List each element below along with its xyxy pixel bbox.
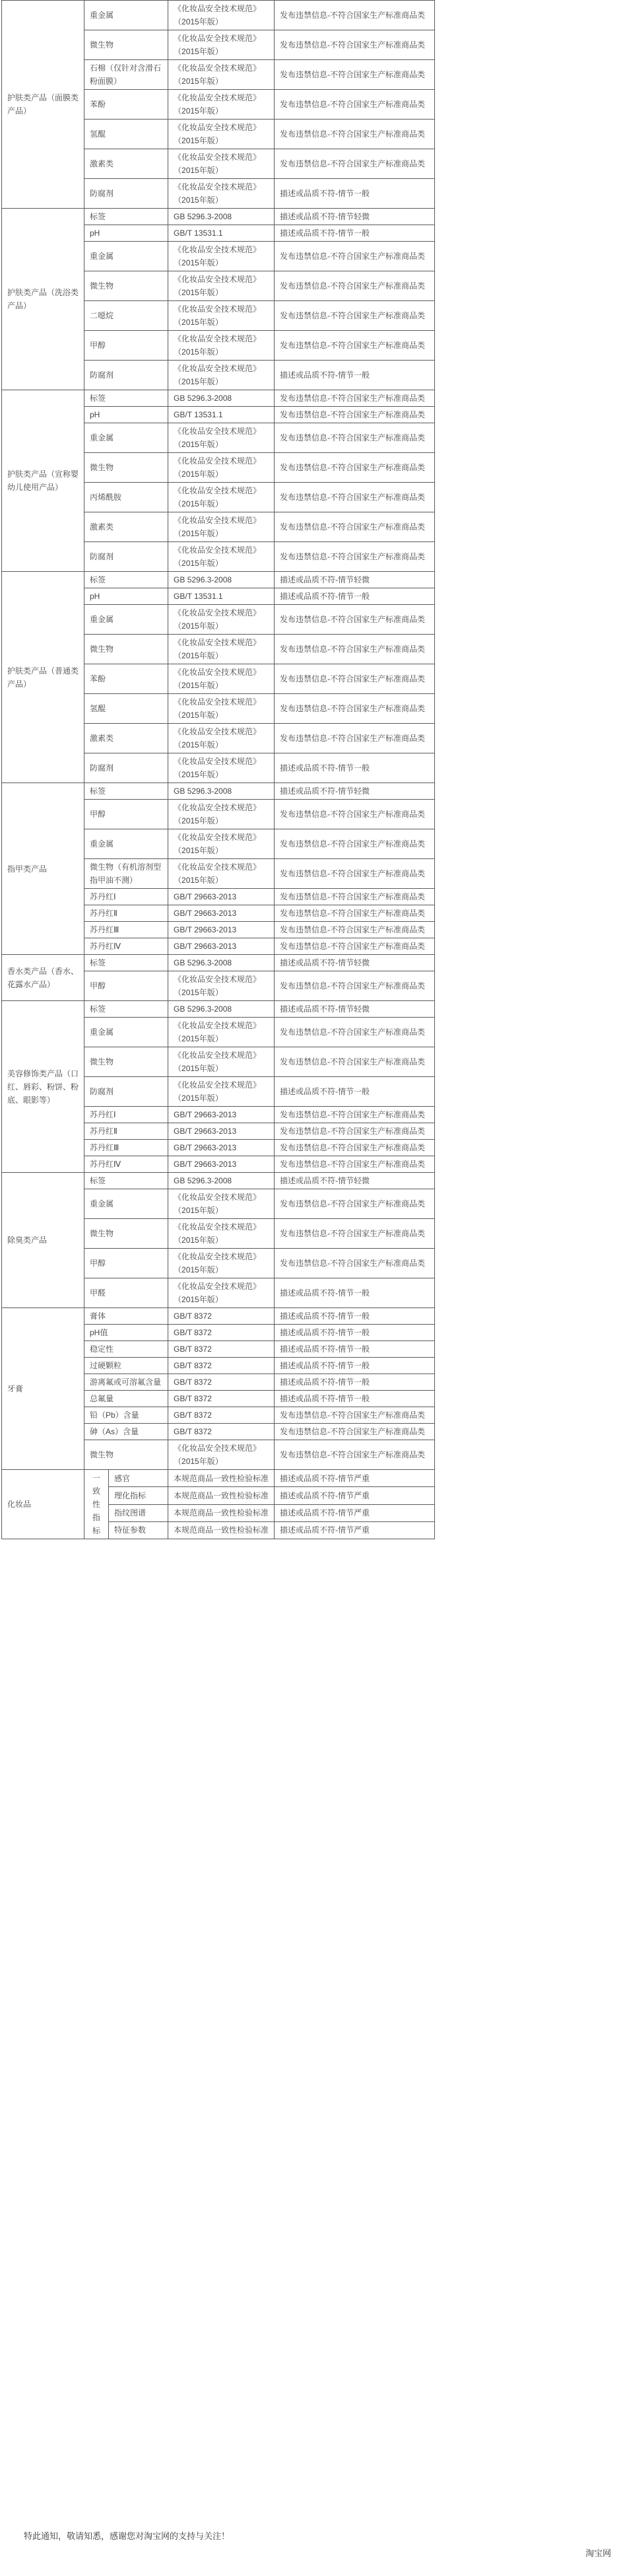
standard-cell: 本规范商品一致性检验标准 — [168, 1521, 275, 1539]
item-cell: 二噁烷 — [84, 301, 168, 331]
result-cell: 发布违禁信息-不符合国家生产标准商品类 — [275, 694, 435, 724]
result-cell: 发布违禁信息-不符合国家生产标准商品类 — [275, 331, 435, 361]
result-cell: 发布违禁信息-不符合国家生产标准商品类 — [275, 971, 435, 1001]
category-cell: 护肤类产品（面膜类产品） — [2, 1, 84, 209]
result-cell: 发布违禁信息-不符合国家生产标准商品类 — [275, 1107, 435, 1123]
item-cell: 重金属 — [84, 1189, 168, 1219]
result-cell: 发布违禁信息-不符合国家生产标准商品类 — [275, 1407, 435, 1424]
result-cell: 描述或品质不符-情节一般 — [275, 588, 435, 605]
standard-cell: 《化妆品安全技术规范》（2015年版） — [168, 301, 275, 331]
table-row — [2, 783, 435, 800]
standard-cell: 《化妆品安全技术规范》（2015年版） — [168, 1440, 275, 1470]
item-cell: 标签 — [84, 572, 168, 588]
category-cell: 护肤类产品（洗浴类产品） — [2, 209, 84, 390]
standard-cell: GB/T 8372 — [168, 1407, 275, 1424]
result-cell: 描述或品质不符-情节一般 — [275, 1341, 435, 1358]
result-cell: 描述或品质不符-情节一般 — [275, 179, 435, 209]
standard-cell: 《化妆品安全技术规范》（2015年版） — [168, 242, 275, 271]
category-cell: 化妆品 — [2, 1470, 84, 1539]
category-cell: 除臭类产品 — [2, 1173, 84, 1308]
standard-cell: GB 5296.3-2008 — [168, 1173, 275, 1189]
item-cell: 游离氟或可溶氟含量 — [84, 1374, 168, 1391]
item-cell: 防腐剂 — [84, 753, 168, 783]
standard-cell: 《化妆品安全技术规范》（2015年版） — [168, 605, 275, 635]
item-cell: 防腐剂 — [84, 361, 168, 390]
standard-cell: GB/T 8372 — [168, 1424, 275, 1440]
standard-cell: GB/T 29663-2013 — [168, 1156, 275, 1173]
item-cell: 微生物 — [84, 453, 168, 483]
standard-cell: 《化妆品安全技术规范》（2015年版） — [168, 694, 275, 724]
standard-cell: GB/T 29663-2013 — [168, 1123, 275, 1140]
result-cell: 描述或品质不符-情节一般 — [275, 1391, 435, 1407]
item-cell: 标签 — [84, 1173, 168, 1189]
table-row — [2, 955, 435, 971]
category-cell: 护肤类产品（宣称婴幼儿使用产品） — [2, 390, 84, 572]
footer-notice: 特此通知，敬请知悉，感谢您对淘宝网的支持与关注！ — [24, 2531, 230, 2541]
table-row — [2, 390, 435, 407]
item-cell: 激素类 — [84, 724, 168, 753]
item-cell: 重金属 — [84, 1018, 168, 1047]
result-cell: 发布违禁信息-不符合国家生产标准商品类 — [275, 423, 435, 453]
item-cell: 苏丹红Ⅲ — [84, 1140, 168, 1156]
standard-cell: 《化妆品安全技术规范》（2015年版） — [168, 483, 275, 512]
standard-cell: 《化妆品安全技术规范》（2015年版） — [168, 724, 275, 753]
standard-cell: GB/T 29663-2013 — [168, 905, 275, 922]
item-cell: 苏丹红Ⅰ — [84, 889, 168, 905]
standard-cell: GB 5296.3-2008 — [168, 783, 275, 800]
result-cell: 发布违禁信息-不符合国家生产标准商品类 — [275, 90, 435, 120]
item-cell: 苏丹红Ⅱ — [84, 1123, 168, 1140]
standard-cell: 《化妆品安全技术规范》（2015年版） — [168, 423, 275, 453]
standard-cell: GB/T 13531.1 — [168, 225, 275, 242]
item-cell: 甲醛 — [84, 1278, 168, 1308]
result-cell: 发布违禁信息-不符合国家生产标准商品类 — [275, 512, 435, 542]
item-cell: 甲醇 — [84, 971, 168, 1001]
result-cell: 描述或品质不符-情节轻微 — [275, 1173, 435, 1189]
item-cell: 标签 — [84, 955, 168, 971]
item-cell: 膏体 — [84, 1308, 168, 1325]
table-row — [2, 572, 435, 588]
result-cell: 发布违禁信息-不符合国家生产标准商品类 — [275, 1140, 435, 1156]
item-cell: 防腐剂 — [84, 542, 168, 572]
standard-cell: 《化妆品安全技术规范》（2015年版） — [168, 1278, 275, 1308]
table-row — [2, 1470, 435, 1487]
item-cell: 甲醇 — [84, 800, 168, 829]
subitem-cell: 特征参数 — [109, 1521, 168, 1539]
standard-cell: 《化妆品安全技术规范》（2015年版） — [168, 512, 275, 542]
standard-cell: 《化妆品安全技术规范》（2015年版） — [168, 664, 275, 694]
result-cell: 发布违禁信息-不符合国家生产标准商品类 — [275, 242, 435, 271]
item-cell: 一致性指标 — [84, 1470, 109, 1539]
standard-cell: 本规范商品一致性检验标准 — [168, 1470, 275, 1487]
item-cell: 铅（Pb）含量 — [84, 1407, 168, 1424]
table-row — [2, 1, 435, 30]
result-cell: 发布违禁信息-不符合国家生产标准商品类 — [275, 60, 435, 90]
standard-cell: GB 5296.3-2008 — [168, 1001, 275, 1018]
standard-cell: GB/T 8372 — [168, 1358, 275, 1374]
standard-cell: 《化妆品安全技术规范》（2015年版） — [168, 149, 275, 179]
result-cell: 描述或品质不符-情节一般 — [275, 1308, 435, 1325]
result-cell: 发布违禁信息-不符合国家生产标准商品类 — [275, 635, 435, 664]
standard-cell: GB 5296.3-2008 — [168, 209, 275, 225]
result-cell: 发布违禁信息-不符合国家生产标准商品类 — [275, 1123, 435, 1140]
result-cell: 描述或品质不符-情节一般 — [275, 753, 435, 783]
standard-cell: 《化妆品安全技术规范》（2015年版） — [168, 120, 275, 149]
result-cell: 描述或品质不符-情节一般 — [275, 225, 435, 242]
item-cell: 微生物（有机溶剂型指甲油不测） — [84, 859, 168, 889]
item-cell: 氢醌 — [84, 694, 168, 724]
result-cell: 发布违禁信息-不符合国家生产标准商品类 — [275, 664, 435, 694]
result-cell: 发布违禁信息-不符合国家生产标准商品类 — [275, 922, 435, 938]
standard-cell: 《化妆品安全技术规范》（2015年版） — [168, 1077, 275, 1107]
standard-cell: GB/T 8372 — [168, 1341, 275, 1358]
item-cell: 重金属 — [84, 829, 168, 859]
table-row — [2, 1001, 435, 1018]
standard-cell: 《化妆品安全技术规范》（2015年版） — [168, 179, 275, 209]
result-cell: 发布违禁信息-不符合国家生产标准商品类 — [275, 120, 435, 149]
result-cell: 发布违禁信息-不符合国家生产标准商品类 — [275, 1018, 435, 1047]
item-cell: 激素类 — [84, 149, 168, 179]
standard-cell: 《化妆品安全技术规范》（2015年版） — [168, 331, 275, 361]
standard-cell: GB/T 13531.1 — [168, 407, 275, 423]
item-cell: 微生物 — [84, 271, 168, 301]
item-cell: 苏丹红Ⅲ — [84, 922, 168, 938]
standard-cell: GB/T 8372 — [168, 1308, 275, 1325]
category-cell: 香水类产品（香水、花露水产品） — [2, 955, 84, 1001]
item-cell: 微生物 — [84, 635, 168, 664]
table-row — [2, 1173, 435, 1189]
standard-cell: 《化妆品安全技术规范》（2015年版） — [168, 1219, 275, 1249]
result-cell: 描述或品质不符-情节轻微 — [275, 955, 435, 971]
standard-cell: 本规范商品一致性检验标准 — [168, 1504, 275, 1521]
standard-cell: GB/T 13531.1 — [168, 588, 275, 605]
standard-cell: GB 5296.3-2008 — [168, 572, 275, 588]
result-cell: 发布违禁信息-不符合国家生产标准商品类 — [275, 1047, 435, 1077]
category-cell: 美容修饰类产品（口红、唇彩、粉饼、粉底、眼影等） — [2, 1001, 84, 1173]
standard-cell: GB/T 8372 — [168, 1325, 275, 1341]
standard-cell: 《化妆品安全技术规范》（2015年版） — [168, 271, 275, 301]
item-cell: 微生物 — [84, 1219, 168, 1249]
inspection-standards-table — [1, 0, 435, 1539]
result-cell: 描述或品质不符-情节严重 — [275, 1470, 435, 1487]
item-cell: 过硬颗粒 — [84, 1358, 168, 1374]
result-cell: 发布违禁信息-不符合国家生产标准商品类 — [275, 407, 435, 423]
result-cell: 发布违禁信息-不符合国家生产标准商品类 — [275, 149, 435, 179]
standard-cell: GB/T 29663-2013 — [168, 889, 275, 905]
item-cell: 重金属 — [84, 605, 168, 635]
item-cell: 苯酚 — [84, 90, 168, 120]
item-cell: 重金属 — [84, 1, 168, 30]
result-cell: 发布违禁信息-不符合国家生产标准商品类 — [275, 390, 435, 407]
item-cell: 苏丹红Ⅱ — [84, 905, 168, 922]
result-cell: 发布违禁信息-不符合国家生产标准商品类 — [275, 1424, 435, 1440]
standard-cell: 《化妆品安全技术规范》（2015年版） — [168, 542, 275, 572]
standard-cell: 《化妆品安全技术规范》（2015年版） — [168, 1018, 275, 1047]
result-cell: 发布违禁信息-不符合国家生产标准商品类 — [275, 938, 435, 955]
result-cell: 描述或品质不符-情节轻微 — [275, 572, 435, 588]
result-cell: 描述或品质不符-情节轻微 — [275, 209, 435, 225]
result-cell: 描述或品质不符-情节一般 — [275, 361, 435, 390]
subitem-cell: 指纹图谱 — [109, 1504, 168, 1521]
item-cell: 防腐剂 — [84, 179, 168, 209]
result-cell: 发布违禁信息-不符合国家生产标准商品类 — [275, 905, 435, 922]
item-cell: pH — [84, 407, 168, 423]
result-cell: 发布违禁信息-不符合国家生产标准商品类 — [275, 453, 435, 483]
standard-cell: 《化妆品安全技术规范》（2015年版） — [168, 635, 275, 664]
category-cell: 牙膏 — [2, 1308, 84, 1470]
item-cell: 稳定性 — [84, 1341, 168, 1358]
standard-cell: GB/T 29663-2013 — [168, 1140, 275, 1156]
item-cell: 激素类 — [84, 512, 168, 542]
standard-cell: 《化妆品安全技术规范》（2015年版） — [168, 800, 275, 829]
result-cell: 描述或品质不符-情节一般 — [275, 1278, 435, 1308]
standard-cell: 《化妆品安全技术规范》（2015年版） — [168, 1249, 275, 1278]
item-cell: 标签 — [84, 1001, 168, 1018]
item-cell: 苏丹红Ⅳ — [84, 1156, 168, 1173]
result-cell: 发布违禁信息-不符合国家生产标准商品类 — [275, 724, 435, 753]
standard-cell: GB/T 29663-2013 — [168, 1107, 275, 1123]
table-row — [2, 209, 435, 225]
standard-cell: 《化妆品安全技术规范》（2015年版） — [168, 1047, 275, 1077]
result-cell: 发布违禁信息-不符合国家生产标准商品类 — [275, 1219, 435, 1249]
result-cell: 发布违禁信息-不符合国家生产标准商品类 — [275, 605, 435, 635]
result-cell: 发布违禁信息-不符合国家生产标准商品类 — [275, 889, 435, 905]
result-cell: 发布违禁信息-不符合国家生产标准商品类 — [275, 800, 435, 829]
result-cell: 发布违禁信息-不符合国家生产标准商品类 — [275, 859, 435, 889]
standard-cell: 《化妆品安全技术规范》（2015年版） — [168, 829, 275, 859]
standard-cell: 《化妆品安全技术规范》（2015年版） — [168, 90, 275, 120]
result-cell: 描述或品质不符-情节一般 — [275, 1325, 435, 1341]
result-cell: 发布违禁信息-不符合国家生产标准商品类 — [275, 30, 435, 60]
item-cell: 苯酚 — [84, 664, 168, 694]
standard-cell: 《化妆品安全技术规范》（2015年版） — [168, 971, 275, 1001]
standard-cell: 《化妆品安全技术规范》（2015年版） — [168, 859, 275, 889]
standard-cell: 《化妆品安全技术规范》（2015年版） — [168, 1, 275, 30]
category-cell: 护肤类产品（普通类产品） — [2, 572, 84, 783]
item-cell: 总氟量 — [84, 1391, 168, 1407]
result-cell: 描述或品质不符-情节轻微 — [275, 783, 435, 800]
standard-cell: 《化妆品安全技术规范》（2015年版） — [168, 453, 275, 483]
result-cell: 发布违禁信息-不符合国家生产标准商品类 — [275, 1, 435, 30]
standard-cell: 《化妆品安全技术规范》（2015年版） — [168, 60, 275, 90]
subitem-cell: 理化指标 — [109, 1487, 168, 1504]
item-cell: pH — [84, 588, 168, 605]
result-cell: 描述或品质不符-情节严重 — [275, 1521, 435, 1539]
item-cell: 防腐剂 — [84, 1077, 168, 1107]
item-cell: 重金属 — [84, 423, 168, 453]
result-cell: 描述或品质不符-情节一般 — [275, 1374, 435, 1391]
result-cell: 发布违禁信息-不符合国家生产标准商品类 — [275, 1189, 435, 1219]
result-cell: 发布违禁信息-不符合国家生产标准商品类 — [275, 1156, 435, 1173]
item-cell: 砷（As）含量 — [84, 1424, 168, 1440]
item-cell: 氢醌 — [84, 120, 168, 149]
standard-cell: 《化妆品安全技术规范》（2015年版） — [168, 753, 275, 783]
standard-cell: GB/T 8372 — [168, 1391, 275, 1407]
item-cell: 标签 — [84, 209, 168, 225]
item-cell: 微生物 — [84, 1047, 168, 1077]
standard-cell: 本规范商品一致性检验标准 — [168, 1487, 275, 1504]
item-cell: 标签 — [84, 783, 168, 800]
item-cell: 丙烯酰胺 — [84, 483, 168, 512]
item-cell: 苏丹红Ⅳ — [84, 938, 168, 955]
result-cell: 发布违禁信息-不符合国家生产标准商品类 — [275, 829, 435, 859]
standard-cell: GB/T 29663-2013 — [168, 922, 275, 938]
item-cell: 石棉（仅针对含滑石粉面膜） — [84, 60, 168, 90]
standard-cell: GB/T 8372 — [168, 1374, 275, 1391]
category-cell: 指甲类产品 — [2, 783, 84, 955]
item-cell: 甲醇 — [84, 331, 168, 361]
result-cell: 描述或品质不符-情节轻微 — [275, 1001, 435, 1018]
standard-cell: 《化妆品安全技术规范》（2015年版） — [168, 30, 275, 60]
item-cell: pH — [84, 225, 168, 242]
item-cell: 重金属 — [84, 242, 168, 271]
standard-cell: GB/T 29663-2013 — [168, 938, 275, 955]
subitem-cell: 感官 — [109, 1470, 168, 1487]
result-cell: 描述或品质不符-情节一般 — [275, 1358, 435, 1374]
result-cell: 发布违禁信息-不符合国家生产标准商品类 — [275, 1440, 435, 1470]
table-row — [2, 1308, 435, 1325]
footer-brand: 淘宝网 — [585, 2548, 611, 2558]
item-cell: 标签 — [84, 390, 168, 407]
result-cell: 描述或品质不符-情节严重 — [275, 1504, 435, 1521]
item-cell: 苏丹红Ⅰ — [84, 1107, 168, 1123]
result-cell: 描述或品质不符-情节一般 — [275, 1077, 435, 1107]
standard-cell: GB 5296.3-2008 — [168, 390, 275, 407]
result-cell: 发布违禁信息-不符合国家生产标准商品类 — [275, 1249, 435, 1278]
result-cell: 发布违禁信息-不符合国家生产标准商品类 — [275, 483, 435, 512]
standard-cell: 《化妆品安全技术规范》（2015年版） — [168, 1189, 275, 1219]
result-cell: 发布违禁信息-不符合国家生产标准商品类 — [275, 271, 435, 301]
result-cell: 发布违禁信息-不符合国家生产标准商品类 — [275, 301, 435, 331]
result-cell: 发布违禁信息-不符合国家生产标准商品类 — [275, 542, 435, 572]
item-cell: pH值 — [84, 1325, 168, 1341]
result-cell: 描述或品质不符-情节严重 — [275, 1487, 435, 1504]
item-cell: 微生物 — [84, 30, 168, 60]
item-cell: 甲醇 — [84, 1249, 168, 1278]
standard-cell: GB 5296.3-2008 — [168, 955, 275, 971]
item-cell: 微生物 — [84, 1440, 168, 1470]
standard-cell: 《化妆品安全技术规范》（2015年版） — [168, 361, 275, 390]
